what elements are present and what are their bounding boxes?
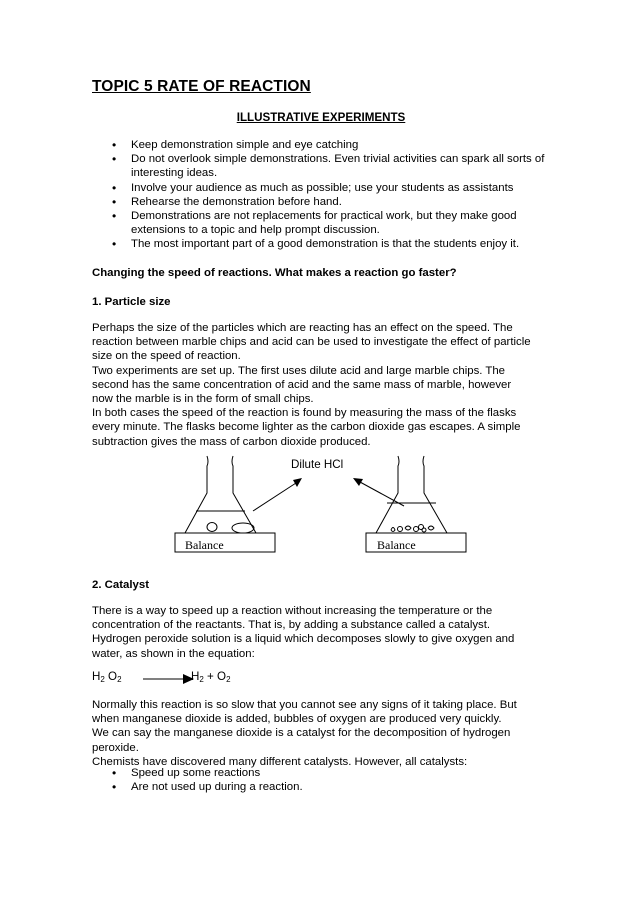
text-line: Perhaps the size of the particles which are reacting has an effect on the speed. The [92,322,513,334]
acid-label: Dilute HCl [291,458,344,471]
demonstration-tips-list [112,138,552,252]
page-subtitle-text: ILLUSTRATIVE EXPERIMENTS [236,111,406,124]
section2-heading: 2. Catalyst [92,579,149,591]
small-marble-chips [391,525,434,533]
list-item: • Involve your audience as much as possible; use your students as assistants [112,181,552,195]
section1-heading: 1. Particle size [92,296,171,308]
text-line: Chemists have discovered many different catalysts. However, all catalysts: [92,755,468,768]
question-heading: Changing the speed of reactions. What makes a reaction go faster? [92,267,457,279]
arrow-left-line [253,483,296,511]
section1-paragraph [92,321,552,449]
arrow-right-head [353,478,363,486]
text-line: Two experiments are set up. The first uses dilute acid and large marble chips. The [92,364,506,377]
large-marble-chip [232,523,254,533]
balance-label-left: Balance [185,538,224,552]
text-line: water, as shown in the equation: [92,647,255,660]
products-formula: $H_2 + O_2$ [191,670,231,684]
text-line: We can say the manganese dioxide is a catalyst for the decomposition of hydrogen [92,727,511,740]
text-line: There is a way to speed up a reaction without increasing the temperature or the [92,605,493,617]
list-item: • Do not overlook simple demonstrations. Even trivial activities can spark all sorts of interesting ideas. [112,152,552,180]
text-line: In both cases the speed of the reaction is found by measuring the mass of the flasks [92,407,517,420]
text-line: Normally this reaction is so slow that you cannot see any signs of it taking place. But [92,699,517,711]
text-line: second has the same concentration of acid and the same mass of marble, however [92,378,512,391]
section2-body [92,698,552,769]
list-item: • Keep demonstration simple and eye catching [112,138,552,152]
catalyst-properties-list [112,766,552,794]
text-line: when manganese dioxide is added, bubbles of oxygen are produced very quickly. [92,713,502,726]
list-item: • The most important part of a good demonstration is that the students enjoy it. [112,237,552,251]
section2-intro [92,604,552,661]
reaction-arrow [143,673,195,685]
list-item: • Are not used up during a reaction. [112,780,552,794]
list-item: • Demonstrations are not replacements for practical work, but they make good extensions to a topic and help prompt discussion. [112,209,552,237]
left-flask [184,456,256,537]
text-line: peroxide. [92,741,139,754]
text-line: size on the speed of reaction. [92,350,241,363]
list-item: • Rehearse the demonstration before hand. [112,195,552,209]
reactant-formula: $H_2$ $O_2$ [92,670,122,684]
text-line: Hydrogen peroxide solution is a liquid which decomposes slowly to give oxygen and [92,633,515,646]
text-line: now the marble is in the form of small chips. [92,393,314,406]
text-line: subtraction gives the mass of carbon dioxide produced. [92,435,371,448]
large-marble-chip [207,523,217,532]
page-title: TOPIC 5 RATE OF REACTION [92,78,311,95]
arrow-left-head [293,478,302,487]
balance-label-right: Balance [377,538,416,552]
list-item: • Speed up some reactions [112,766,552,780]
text-line: every minute. The flasks become lighter as the carbon dioxide gas escapes. A simple [92,421,521,434]
text-line: reaction between marble chips and acid can be used to investigate the effect of particle [92,336,531,349]
text-line: concentration of the reactants. That is, by adding a substance called a catalyst. [92,619,491,632]
decomposition-equation [92,670,122,684]
page-subtitle [0,111,638,124]
flask-diagram [0,448,638,560]
